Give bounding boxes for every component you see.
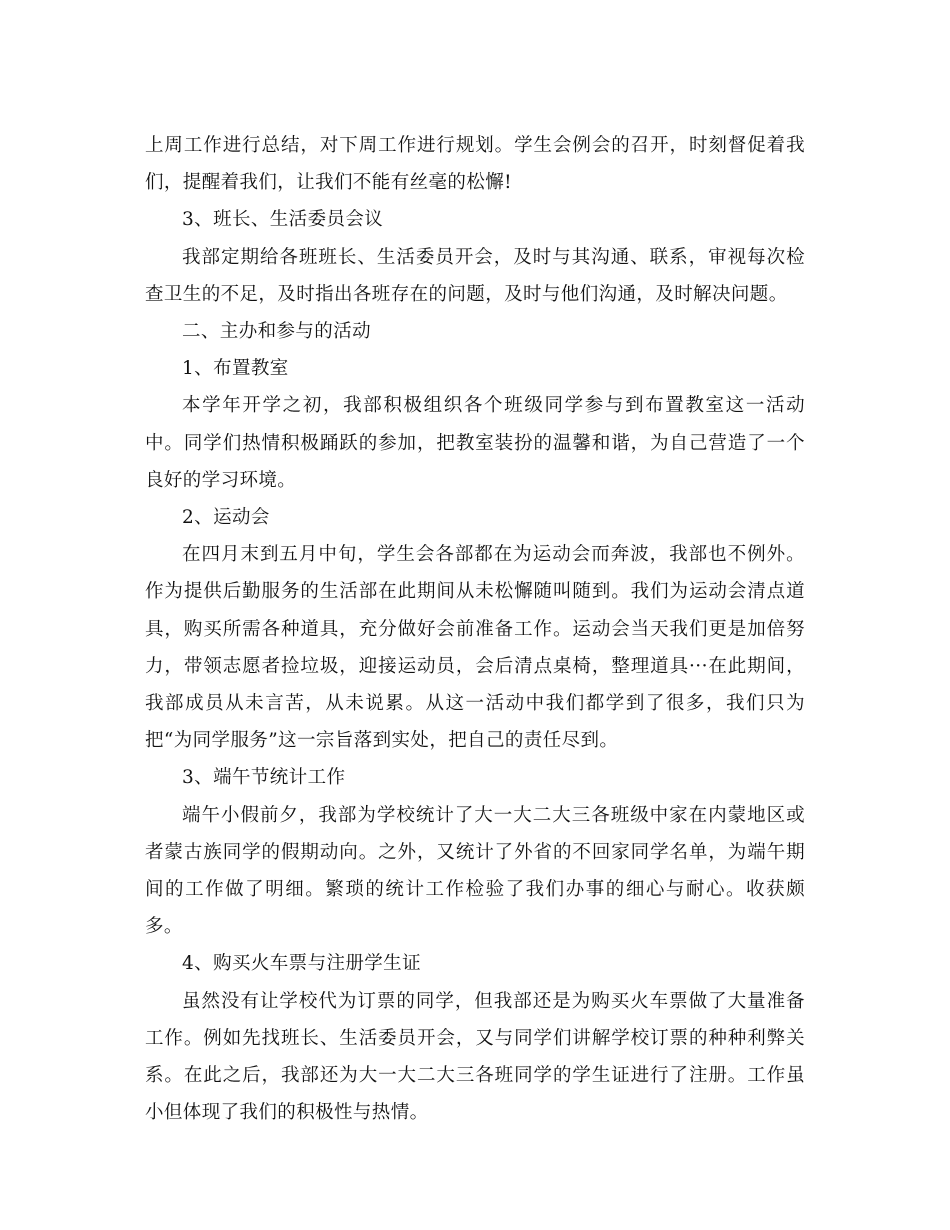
document-body <box>145 127 805 1131</box>
paragraph-sports-meet: 在四月末到五月中旬，学生会各部都在为运动会而奔波，我部也不例外。作为提供后勤服务的生活部在此期间从未松懈随叫随到。我们为运动会清点道具，购买所需各种道具，充分做好会前准备工作。运动会当天我们更是加倍努力，带领志愿者捡垃圾，迎接运动员，会后清点桌椅，整理道具···在此期间，我部成员从未言苦，从未说累。从这一活动中我们都学到了很多，我们只为把“为同学服务”这一宗旨落到实处，把自己的责任尽到。 <box>145 544 805 752</box>
paragraph-continued-summary: 上周工作进行总结，对下周工作进行规划。学生会例会的召开，时刻督促着我们，提醒着我们，让我们不能有丝毫的松懈! <box>145 135 805 194</box>
heading-dragon-boat-statistics: 3、端午节统计工作 <box>182 767 346 789</box>
heading-class-monitor-meeting: 3、班长、生活委员会议 <box>182 209 384 231</box>
paragraph-dragon-boat-statistics: 端午小假前夕，我部为学校统计了大一大二大三各班级中家在内蒙地区或者蒙古族同学的假期动向。之外，又统计了外省的不回家同学名单，为端午期间的工作做了明细。繁琐的统计工作检验了我们办事的细心与耐心。收获颇多。 <box>145 804 805 938</box>
paragraph-train-tickets-student-id: 虽然没有让学校代为订票的同学，但我部还是为购买火车票做了大量准备工作。例如先找班长、生活委员开会，又与同学们讲解学校订票的种种利弊关系。在此之后，我部还为大一大二大三各班同学的学生证进行了注册。工作虽小但体现了我们的积极性与热情。 <box>145 990 805 1124</box>
heading-sports-meet: 2、运动会 <box>182 507 270 529</box>
paragraph-classroom-decoration: 本学年开学之初，我部积极组织各个班级同学参与到布置教室这一活动中。同学们热情积极踊跃的参加，把教室装扮的温馨和谐，为自己营造了一个良好的学习环境。 <box>145 395 805 491</box>
heading-train-tickets-student-id: 4、购买火车票与注册学生证 <box>182 953 421 975</box>
paragraph-class-monitor-meeting: 我部定期给各班班长、生活委员开会，及时与其沟通、联系，审视每次检查卫生的不足，及时指出各班存在的问题，及时与他们沟通，及时解决问题。 <box>145 246 805 305</box>
heading-activities: 二、主办和参与的活动 <box>182 321 372 343</box>
heading-classroom-decoration: 1、布置教室 <box>182 358 289 380</box>
